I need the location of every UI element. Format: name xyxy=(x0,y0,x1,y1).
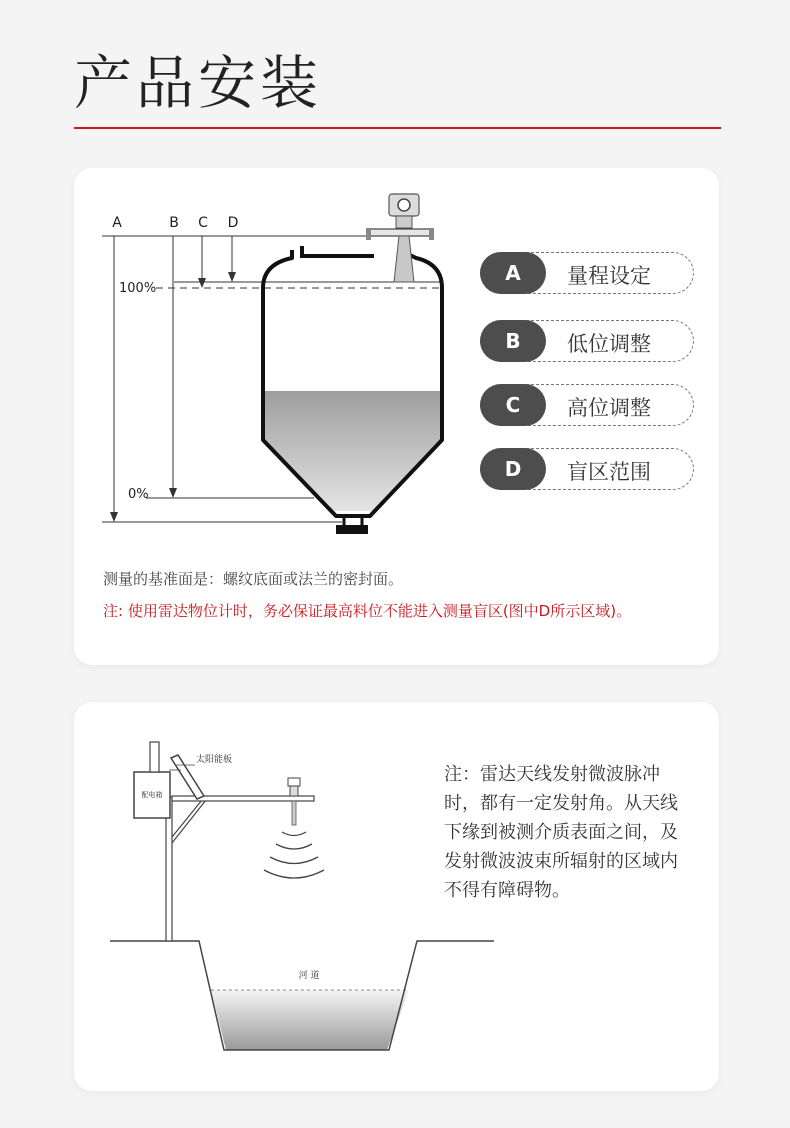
label-c: C xyxy=(198,215,208,231)
control-box-label: 配电箱 xyxy=(141,791,163,799)
legend-label-b: 低位调整 xyxy=(567,332,651,356)
level-100-label: 100% xyxy=(119,281,157,296)
legend-label-d: 盲区范围 xyxy=(567,460,651,484)
tank-diagram xyxy=(74,168,474,538)
page-title: 产品安装 xyxy=(74,49,323,117)
river-note: 注：雷达天线发射微波脉冲时，都有一定发射角。从天线下缘到被测介质表面之间，及发射微波波束所辐射的区域内不得有障碍物。 xyxy=(444,764,678,901)
title-divider xyxy=(74,127,721,129)
label-d: D xyxy=(227,215,239,231)
warning-note: 注: 使用雷达物位计时，务必保证最高料位不能进入测量盲区(图中D所示区域)。 xyxy=(103,602,632,620)
legend-badge-b: B xyxy=(480,320,546,362)
legend-item-a xyxy=(480,252,694,294)
legend-item-b xyxy=(480,320,694,362)
legend-item-c xyxy=(480,384,694,426)
legend-badge-c: C xyxy=(480,384,546,426)
reference-note: 测量的基准面是：螺纹底面或法兰的密封面。 xyxy=(103,570,404,588)
label-b: B xyxy=(169,215,179,231)
installation-card xyxy=(74,168,719,665)
river-installation-card xyxy=(74,702,719,1091)
solar-panel-label: 太阳能板 xyxy=(196,755,233,765)
river-label: 河 道 xyxy=(298,971,320,981)
legend-badge-a: A xyxy=(480,252,546,294)
legend-label-a: 量程设定 xyxy=(567,264,651,288)
legend-label-c: 高位调整 xyxy=(567,396,651,420)
level-0-label: 0% xyxy=(128,487,149,502)
legend-badge-d: D xyxy=(480,448,546,490)
label-a: A xyxy=(112,215,122,231)
legend-item-d xyxy=(480,448,694,490)
